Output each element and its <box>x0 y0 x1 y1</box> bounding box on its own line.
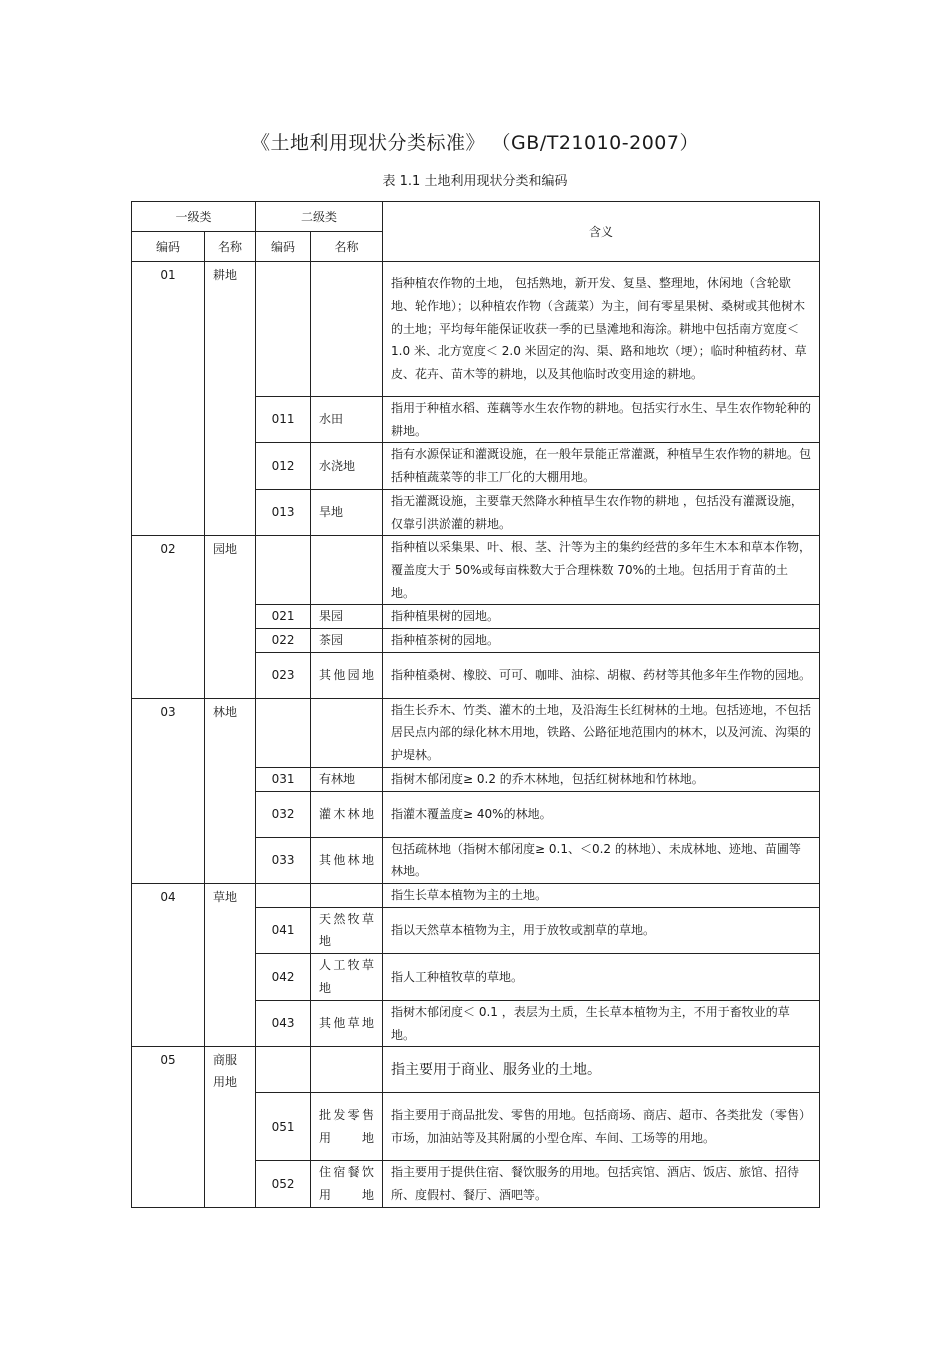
level1-code: 03 <box>132 698 205 883</box>
table-row <box>132 698 820 767</box>
level1-code: 02 <box>132 536 205 699</box>
level2-name: 其他园地 <box>311 652 383 698</box>
level2-code: 011 <box>256 397 311 443</box>
document-title: 《土地利用现状分类标准》 （GB/T21010-2007） <box>251 132 699 154</box>
level2-name: 茶园 <box>311 629 383 653</box>
level1-code: 01 <box>132 262 205 536</box>
level2-name: 旱地 <box>311 489 383 535</box>
level2-name: 果园 <box>311 605 383 629</box>
level1-name: 商服用地 <box>205 1047 256 1207</box>
table-row <box>132 262 820 397</box>
level2-description: 指树木郁闭度＜ 0.1 ，表层为土质，生长草本植物为主，不用于畜牧业的草地。 <box>383 1001 820 1047</box>
level2-description: 指主要用于商品批发、零售的用地。包括商场、商店、超市、各类批发（零售）市场，加油站等及其附属的小型仓库、车间、工场等的用地。 <box>383 1093 820 1161</box>
table-row <box>132 1047 820 1093</box>
level2-code: 042 <box>256 954 311 1001</box>
level2-name: 有林地 <box>311 767 383 791</box>
table-row <box>132 883 820 907</box>
level2-name: 天然牧草地 <box>311 907 383 953</box>
level2-description: 指灌木覆盖度≥ 40%的林地。 <box>383 791 820 837</box>
level1-description: 指主要用于商业、服务业的土地。 <box>383 1047 820 1093</box>
level2-code: 023 <box>256 652 311 698</box>
level1-description: 指生长草本植物为主的土地。 <box>383 883 820 907</box>
header-level2-name: 名称 <box>311 232 383 262</box>
level2-description: 指树木郁闭度≥ 0.2 的乔木林地，包括红树林地和竹林地。 <box>383 767 820 791</box>
land-use-classification-table <box>131 201 820 1208</box>
level2-description: 指种植茶树的园地。 <box>383 629 820 653</box>
level2-code: 033 <box>256 837 311 883</box>
level2-description: 指主要用于提供住宿、餐饮服务的用地。包括宾馆、酒店、饭店、旅馆、招待所、度假村、餐厅、酒吧等。 <box>383 1161 820 1207</box>
level2-code: 021 <box>256 605 311 629</box>
level2-description: 指种植桑树、橡胶、可可、咖啡、油棕、胡椒、药材等其他多年生作物的园地。 <box>383 652 820 698</box>
level1-code: 05 <box>132 1047 205 1207</box>
level1-description: 指种植农作物的土地， 包括熟地，新开发、复垦、整理地，休闲地（含轮歇地、轮作地）；以种植农作物（含蔬菜）为主，间有零星果树、桑树或其他树木的土地；平均每年能保证收获一季的已垦滩地和海涂。耕地中包括南方宽度＜ 1.0 米、北方宽度＜ 2.0 米固定的沟、渠、路和地坎（埂）；临时种植药材、草皮、花卉、苗木等的耕地，以及其他临时改变用途的耕地。 <box>383 262 820 397</box>
level2-code: 041 <box>256 907 311 953</box>
level2-description: 指种植果树的园地。 <box>383 605 820 629</box>
header-level1: 一级类 <box>132 202 256 232</box>
level2-name: 人工牧草地 <box>311 954 383 1001</box>
level2-name: 水田 <box>311 397 383 443</box>
level2-description: 指人工种植牧草的草地。 <box>383 954 820 1001</box>
level2-description: 指无灌溉设施，主要靠天然降水种植旱生农作物的耕地 ，包括没有灌溉设施，仅靠引洪淤灌的耕地。 <box>383 489 820 535</box>
level2-code: 051 <box>256 1093 311 1161</box>
level2-code: 043 <box>256 1001 311 1047</box>
level1-description: 指种植以采集果、叶、根、茎、汁等为主的集约经营的多年生木本和草本作物，覆盖度大于 50%或每亩株数大于合理株数 70%的土地。包括用于育苗的土地。 <box>383 536 820 605</box>
level2-name: 水浇地 <box>311 443 383 489</box>
level1-name: 草地 <box>205 883 256 1047</box>
header-level2-code: 编码 <box>256 232 311 262</box>
header-level1-code: 编码 <box>132 232 205 262</box>
level2-code: 013 <box>256 489 311 535</box>
header-level1-name: 名称 <box>205 232 256 262</box>
level2-name: 其他草地 <box>311 1001 383 1047</box>
level2-code: 022 <box>256 629 311 653</box>
level2-code: 031 <box>256 767 311 791</box>
level2-name: 其他林地 <box>311 837 383 883</box>
level2-name: 住宿餐饮用地 <box>311 1161 383 1207</box>
level1-name: 园地 <box>205 536 256 699</box>
level2-code: 032 <box>256 791 311 837</box>
level1-name: 林地 <box>205 698 256 883</box>
level2-description: 包括疏林地（指树木郁闭度≥ 0.1、＜0.2 的林地）、未成林地、迹地、苗圃等林地。 <box>383 837 820 883</box>
level1-description: 指生长乔木、竹类、灌木的土地，及沿海生长红树林的土地。包括迹地，不包括居民点内部的绿化林木用地，铁路、公路征地范围内的林木，以及河流、沟渠的护堤林。 <box>383 698 820 767</box>
level1-code: 04 <box>132 883 205 1047</box>
level2-name: 批发零售用地 <box>311 1093 383 1161</box>
level2-description: 指以天然草本植物为主，用于放牧或割草的草地。 <box>383 907 820 953</box>
level2-description: 指用于种植水稻、莲藕等水生农作物的耕地。包括实行水生、旱生农作物轮种的耕地。 <box>383 397 820 443</box>
level2-code: 052 <box>256 1161 311 1207</box>
level2-name: 灌木林地 <box>311 791 383 837</box>
table-caption: 表 1.1 土地利用现状分类和编码 <box>382 174 568 189</box>
header-level2: 二级类 <box>256 202 383 232</box>
level2-code: 012 <box>256 443 311 489</box>
table-row <box>132 536 820 605</box>
header-meaning: 含义 <box>383 202 820 262</box>
level1-name: 耕地 <box>205 262 256 536</box>
level2-description: 指有水源保证和灌溉设施，在一般年景能正常灌溉，种植旱生农作物的耕地。包括种植蔬菜等的非工厂化的大棚用地。 <box>383 443 820 489</box>
